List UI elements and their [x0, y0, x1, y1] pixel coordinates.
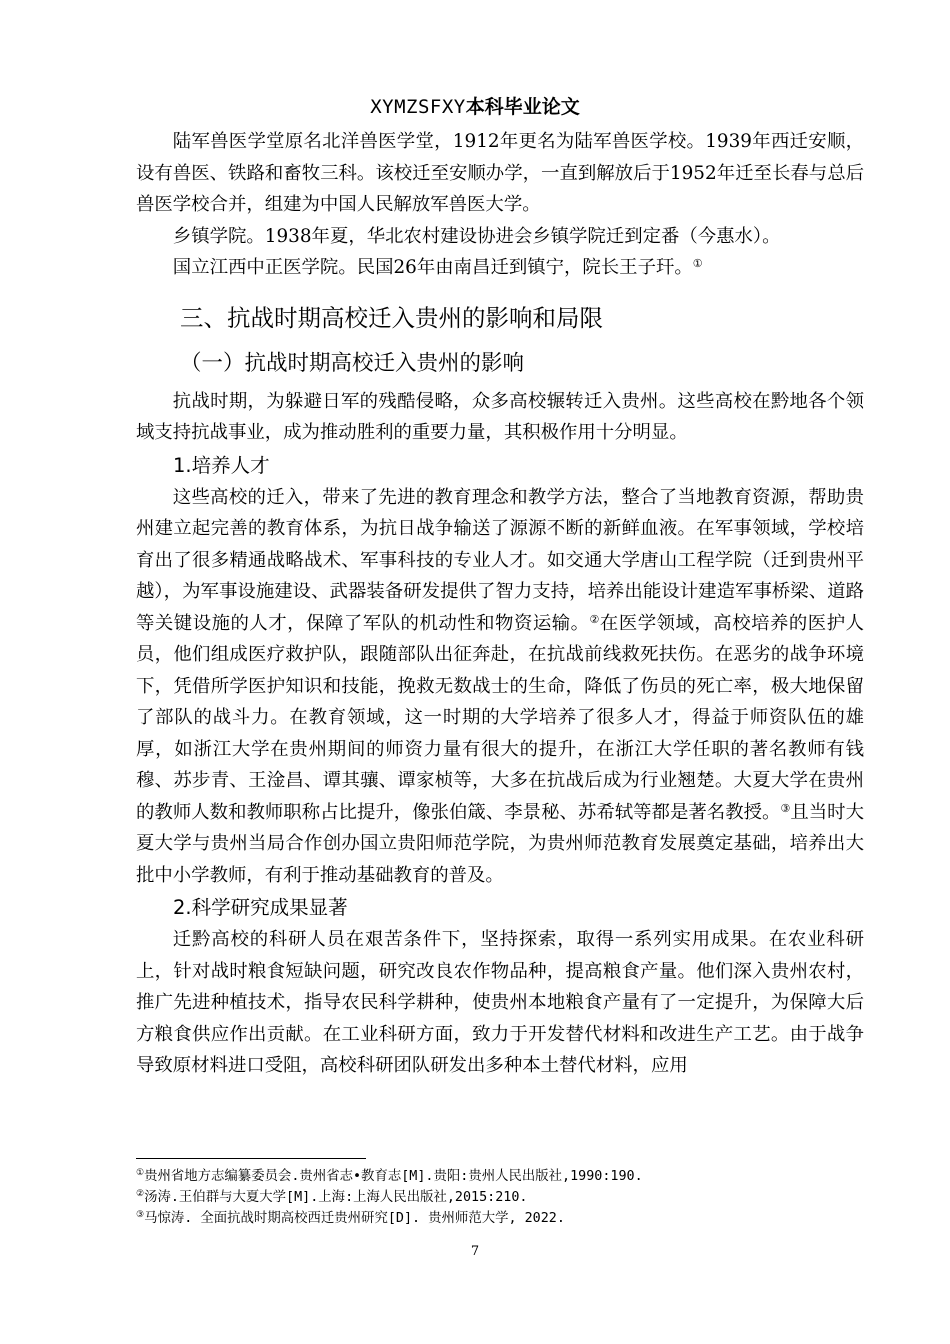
footnote-ref-2[interactable]: ②	[589, 612, 600, 626]
body-content	[136, 126, 864, 1082]
footnote-ref-1[interactable]: ①	[692, 257, 703, 270]
header-brand: XYMZSFXY	[370, 96, 466, 118]
footnote-item	[136, 1187, 864, 1208]
paragraph-text: 这些高校的迁入，带来了先进的教育理念和教学方法，整合了当地教育资源，帮助贵州建立起完善的教育体系，为抗日战争输送了源源不断的新鲜血液。在军事领域，学校培育出了很多精通战略战术、军事科技的专业人才。如交通大学唐山工程学院（迁到贵州平越），为军事设施建设、武器装备研发提供了智力支持，培养出能设计建造军事桥梁、道路等关键设施的人才，保障了军队的机动性和物资运输。	[136, 486, 864, 634]
footnote-item	[136, 1208, 864, 1229]
footnote-divider	[136, 1158, 366, 1159]
paragraph-jiangxi-medical	[136, 252, 864, 284]
header-suffix: 本科毕业论文	[465, 96, 580, 118]
paragraph-intro: 抗战时期，为躲避日军的残酷侵略，众多高校辗转迁入贵州。这些高校在黔地各个领域支持抗战事业，成为推动胜利的重要力量，其积极作用十分明显。	[136, 390, 864, 443]
subsection-heading-1: （一）抗战时期高校迁入贵州的影响	[180, 350, 525, 376]
paragraph-text: 国立江西中正医学院。民国26年由南昌迁到镇宁，院长王子玕。	[172, 257, 693, 278]
footnotes	[136, 1166, 864, 1229]
footnote-mark: ②	[136, 1189, 145, 1199]
section-heading-3: 三、抗战时期高校迁入贵州的影响和局限	[180, 303, 603, 332]
page-number: 7	[470, 1244, 480, 1259]
page-header	[0, 95, 950, 119]
footnote-item	[136, 1166, 864, 1187]
footnote-text: 汤涛.王伯群与大夏大学[M].上海:上海人民出版社,2015:210.	[144, 1190, 528, 1205]
footnote-mark: ③	[136, 1210, 145, 1220]
footnote-text: 贵州省地方志编纂委员会.贵州省志•教育志[M].贵阳:贵州人民出版社,1990:190.	[144, 1169, 643, 1184]
item-heading-2: 2.科学研究成果显著	[173, 896, 348, 919]
paragraph-talent	[136, 482, 864, 892]
paragraph-army-vet-school: 陆军兽医学堂原名北洋兽医学堂，1912年更名为陆军兽医学校。1939年西迁安顺，设有兽医、铁路和畜牧三科。该校迁至安顺办学，一直到解放后于1952年迁至长春与总后兽医学校合并，组建为中国人民解放军兽医大学。	[136, 131, 864, 215]
footnote-text: 马惊涛. 全面抗战时期高校西迁贵州研究[D]. 贵州师范大学, 2022.	[144, 1211, 565, 1226]
paragraph-township-college: 乡镇学院。1938年夏，华北农村建设协进会乡镇学院迁到定番（今惠水）。	[172, 225, 781, 247]
paragraph-text: 且当时大夏大学与贵州当局合作创办国立贵阳师范学院，为贵州师范教育发展奠定基础，培养出大批中小学教师，有利于推动基础教育的普及。	[136, 801, 864, 886]
footnote-ref-3[interactable]: ③	[780, 801, 791, 815]
paragraph-text: 在医学领域，高校培养的医护人员，他们组成医疗救护队，跟随部队出征奔赴，在抗战前线救死扶伤。在恶劣的战争环境下，凭借所学医护知识和技能，挽救无数战士的生命，降低了伤员的死亡率，极大地保留了部队的战斗力。在教育领域，这一时期的大学培养了很多人才，得益于师资队伍的雄厚，如浙江大学在贵州期间的师资力量有很大的提升，在浙江大学任职的著名教师有钱穆、苏步青、王淦昌、谭其骧、谭家桢等，大多在抗战后成为行业翘楚。大夏大学在贵州的教师人数和教师职称占比提升，像张伯箴、李景秘、苏希轼等都是著名教授。	[136, 612, 864, 823]
footnote-mark: ①	[136, 1168, 145, 1178]
paragraph-research: 迁黔高校的科研人员在艰苦条件下，坚持探索，取得一系列实用成果。在农业科研上，针对战时粮食短缺问题，研究改良农作物品种，提高粮食产量。他们深入贵州农村，推广先进种植技术，指导农民科学耕种，使贵州本地粮食产量有了一定提升，为保障大后方粮食供应作出贡献。在工业科研方面，致力于开发替代材料和改进生产工艺。由于战争导致原材料进口受阻，高校科研团队研发出多种本土替代材料，应用	[136, 929, 864, 1076]
item-heading-1: 1.培养人才	[173, 453, 270, 477]
